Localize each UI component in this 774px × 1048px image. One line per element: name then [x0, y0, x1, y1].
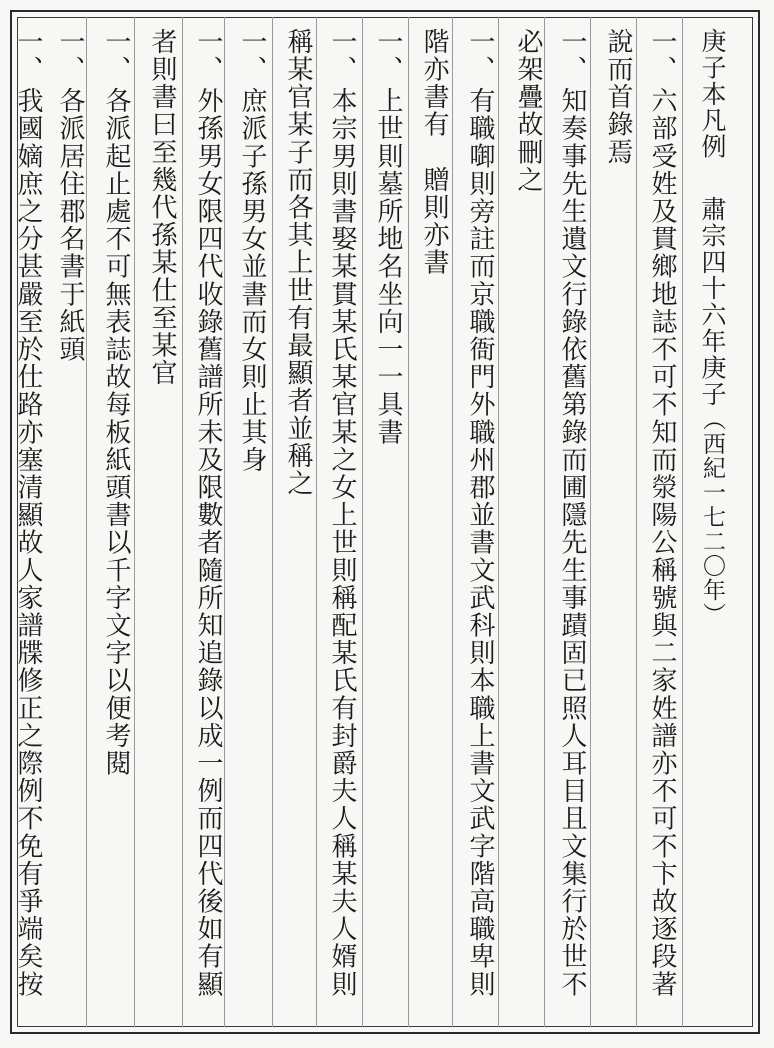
entry-text: 上世則墓所地名坐向一一具書 — [373, 87, 403, 447]
entry-5-line-1 — [320, 28, 364, 1018]
entry-text-continued: 稱某官某子而各其上世有最顯者並稱之 — [283, 28, 313, 498]
entry-10-line-1 — [6, 28, 50, 1018]
entry-3-line-2 — [412, 28, 456, 1018]
list-bullet: 一、 — [13, 28, 43, 84]
entry-3-line-1 — [458, 28, 502, 1018]
title-text: 庚子本凡例 — [698, 28, 727, 160]
title-date: 肅宗四十六年庚子 — [698, 196, 727, 408]
entry-text: 庶派子孫男女並書而女則止其身 — [237, 87, 267, 474]
entry-text: 知奏事先生遺文行錄依舊第錄而圃隱先生事蹟固已照人耳目且文集行於世不 — [557, 87, 587, 999]
entry-8-line-1 — [94, 28, 138, 1018]
entry-text: 各派起止處不可無表誌故每板紙頭書以千字文字以便考閱 — [101, 87, 131, 778]
entry-4-line-1 — [366, 28, 410, 1018]
list-bullet: 一、 — [647, 28, 677, 84]
entry-text-continued: 說而首錄焉 — [603, 28, 633, 166]
entry-1-line-2 — [596, 28, 640, 1018]
page-title — [690, 28, 734, 1018]
entry-7-line-2 — [140, 28, 184, 1018]
title-date-note: （西紀一七二〇年） — [699, 407, 725, 627]
entry-6-line-1 — [230, 28, 274, 1018]
entry-5-line-2 — [276, 28, 320, 1018]
list-bullet: 一、 — [55, 28, 85, 84]
entry-text-continued: 階亦書有 贈則亦書 — [419, 28, 449, 277]
list-bullet: 一、 — [327, 28, 357, 84]
entry-1-line-1 — [640, 28, 684, 1018]
entry-7-line-1 — [186, 28, 230, 1018]
list-bullet: 一、 — [101, 28, 131, 84]
entry-text: 六部受姓及貫鄉地誌不可不知而滎陽公稱號與二家姓譜亦不可不卞故逐段著 — [647, 87, 677, 999]
entry-text-continued: 必架疊故刪之 — [513, 28, 543, 194]
entry-text: 各派居住郡名書于紙頭 — [55, 87, 85, 364]
list-bullet: 一、 — [557, 28, 587, 84]
entry-text: 外孫男女限四代收錄舊譜所未及限數者隨所知追錄以成一例而四代後如有顯 — [193, 87, 223, 999]
entry-2-line-2 — [506, 28, 550, 1018]
entry-text: 本宗男則書娶某貫某氏某官某之女上世則稱配某氏有封爵夫人稱某夫人婿則 — [327, 87, 357, 999]
list-bullet: 一、 — [193, 28, 223, 84]
entry-text-continued: 者則書曰至幾代孫某仕至某官 — [147, 28, 177, 387]
list-bullet: 一、 — [373, 28, 403, 84]
entry-text: 有職啣則旁註而京職衙門外職州郡並書文武科則本職上書文武字階高職卑則 — [465, 87, 495, 999]
entry-text: 我國嫡庶之分甚嚴至於仕路亦塞清顯故人家譜牒修正之際例不免有爭端矣按 — [13, 87, 43, 999]
list-bullet: 一、 — [465, 28, 495, 84]
list-bullet: 一、 — [237, 28, 267, 84]
entry-9-line-1 — [48, 28, 92, 1018]
entry-2-line-1 — [550, 28, 594, 1018]
